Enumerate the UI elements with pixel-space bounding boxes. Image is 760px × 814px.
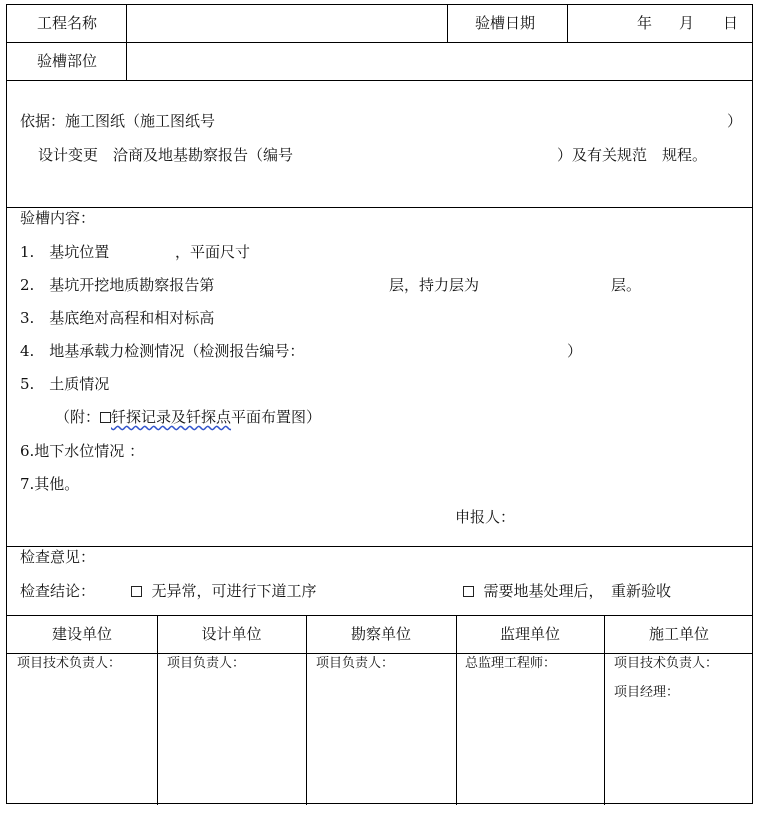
item-1-label: 1. 基坑位置 <box>20 243 110 261</box>
conclusion-label: 检查结论： <box>20 582 96 600</box>
opinion-label: 检查意见： <box>20 548 96 566</box>
no-anomaly-checkbox[interactable] <box>131 586 142 597</box>
contractor-role-manager: 项目经理： <box>614 685 680 700</box>
project-name-field[interactable] <box>137 13 437 33</box>
item-4-label: 4. 地基承载力检测情况（检测报告编号： <box>20 342 305 360</box>
unit-header-construction: 建设单位 <box>51 625 112 643</box>
basis-line-2-close: ）及有关规范 规程。 <box>557 146 708 164</box>
divider <box>567 5 568 42</box>
item-6-label: 6.地下水位情况 ： <box>20 442 145 460</box>
attachment-note-open: （附： <box>55 408 101 426</box>
attachment-note-rest: 平面布置图） <box>231 408 322 426</box>
item-3-label: 3. 基底绝对高程和相对标高 <box>20 309 215 327</box>
date-month: 月 <box>679 14 695 32</box>
inspection-date-label: 验槽日期 <box>475 14 536 32</box>
inspection-form <box>6 4 753 804</box>
item-4-close: ） <box>567 342 583 360</box>
attachment-note <box>55 407 321 427</box>
basis-line-1-close: ） <box>727 112 743 130</box>
option-no-anomaly <box>131 581 317 601</box>
option-reinspect-label: 需要地基处理后， 重新验收 <box>483 582 672 600</box>
divider <box>126 5 127 80</box>
item-2-label: 2. 基坑开挖地质勘察报告第 <box>20 276 215 294</box>
unit-header-supervision: 监理单位 <box>499 625 560 643</box>
survey-role: 项目负责人： <box>316 656 395 671</box>
basis-line-2: 设计变更 洽商及地基勘察报告（编号 <box>38 146 294 164</box>
unit-header-survey: 勘察单位 <box>350 625 411 643</box>
date-day: 日 <box>723 14 739 32</box>
supervision-role: 总监理工程师： <box>465 656 557 671</box>
unit-header-design: 设计单位 <box>201 625 262 643</box>
attachment-checkbox[interactable] <box>100 412 111 423</box>
design-role: 项目负责人： <box>167 656 246 671</box>
attachment-link: 钎探记录及钎探点 <box>111 408 232 426</box>
item-1-size-label: ，平面尺寸 <box>175 243 251 261</box>
divider <box>7 80 752 81</box>
content-title: 验槽内容： <box>20 209 96 227</box>
unit-header-contractor: 施工单位 <box>648 625 709 643</box>
option-no-anomaly-label: 无异常，可进行下道工序 <box>151 582 317 600</box>
item-7-label: 7.其他。 <box>20 475 80 493</box>
inspection-part-label: 验槽部位 <box>37 52 98 70</box>
item-2-end: 层。 <box>611 276 642 294</box>
construction-role: 项目技术负责人： <box>17 656 122 671</box>
declarant-label: 申报人： <box>455 508 516 526</box>
project-name-label: 工程名称 <box>37 14 98 32</box>
basis-line-1: 依据：施工图纸（施工图纸号 <box>20 112 216 130</box>
reinspect-checkbox[interactable] <box>463 586 474 597</box>
item-2-bearing-label: 层，持力层为 <box>389 276 480 294</box>
inspection-part-field[interactable] <box>137 51 737 71</box>
date-year: 年 <box>637 14 653 32</box>
contractor-role-tech: 项目技术负责人： <box>614 656 719 671</box>
divider <box>447 5 448 42</box>
option-reinspect <box>463 581 671 601</box>
divider <box>7 615 752 616</box>
item-5-label: 5. 土质情况 <box>20 375 110 393</box>
divider <box>7 546 752 547</box>
divider <box>7 207 752 208</box>
divider <box>7 42 752 43</box>
